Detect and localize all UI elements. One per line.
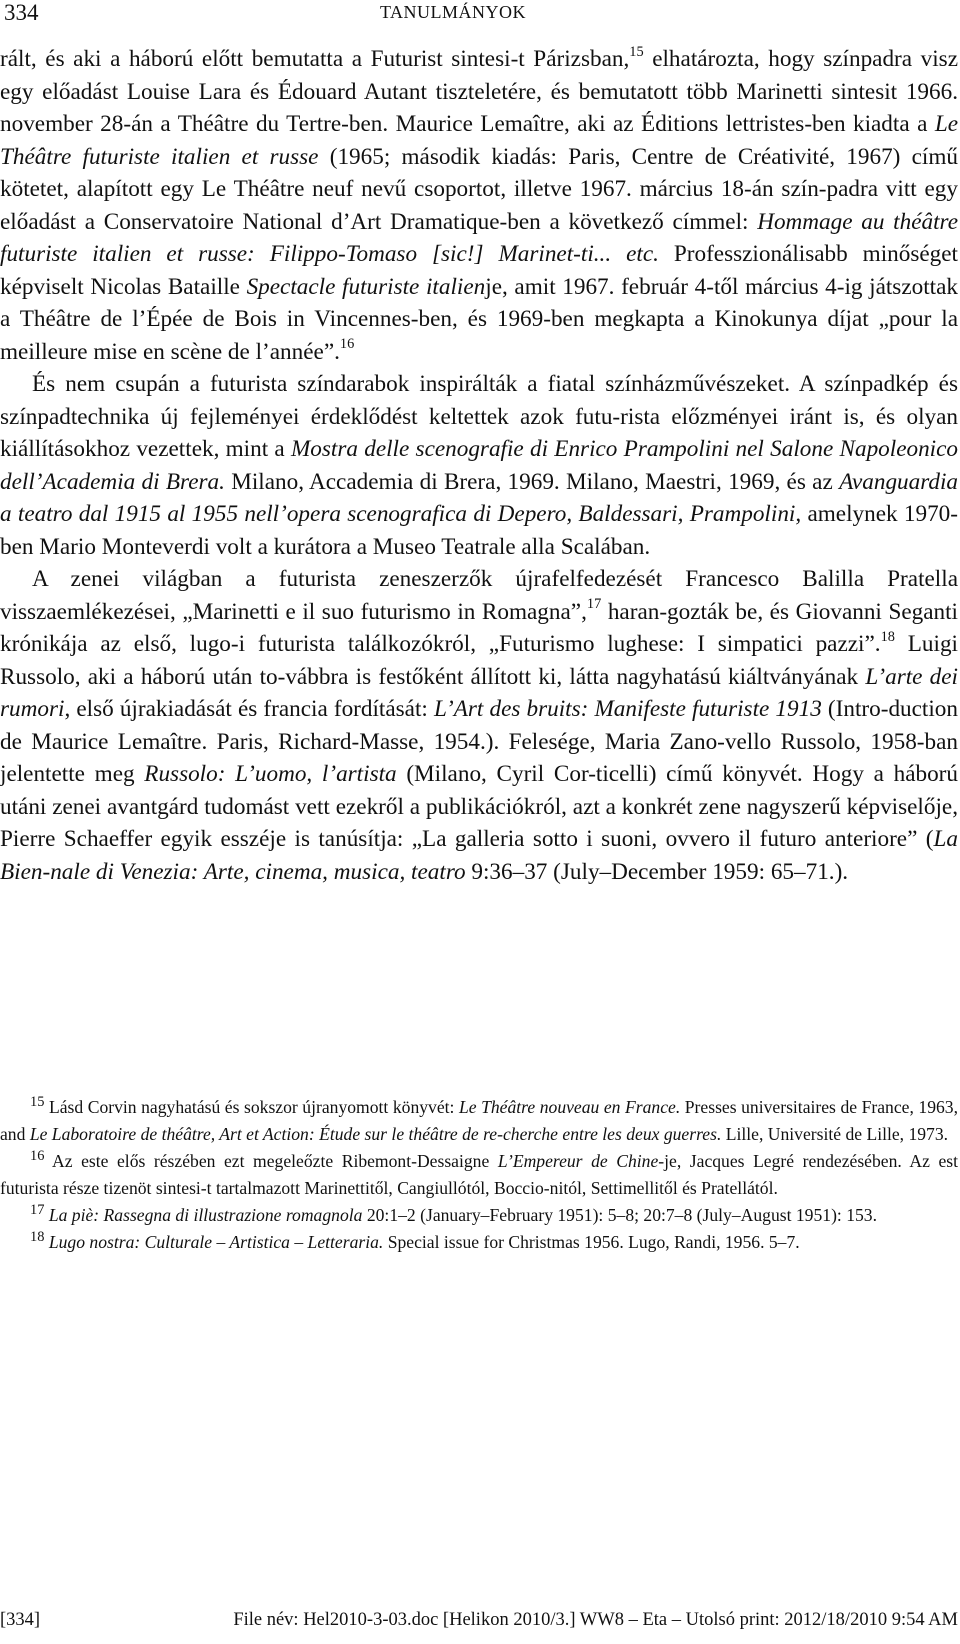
text-run: 9:36–37 (July–December 1959: 65–71.). — [465, 858, 849, 885]
body-text — [0, 43, 958, 888]
text-run: , első újrakiadását és francia fordítását: — [64, 696, 434, 722]
page-footer — [0, 1610, 960, 1638]
italic-title: Hommage au théâtre futuriste italien et russe: Filippo-Tomaso [sic!] Marinet-ti... etc. — [0, 208, 958, 267]
text-run: Az este elős részében ezt megeleőzte Ribemont-Dessaigne — [44, 1151, 498, 1171]
italic-title: La Bien-nale di Venezia: Arte, cinema, musica, teatro — [0, 826, 958, 885]
footnote-ref: 18 — [880, 628, 895, 645]
text-run: Lásd Corvin nagyhatású és sokszor újranyomott könyvét: — [44, 1097, 459, 1117]
footer-page-ref: [334] — [0, 1610, 41, 1630]
footnote-ref: 15 — [629, 43, 644, 60]
text-run: Lille, Université de Lille, 1973. — [721, 1124, 949, 1144]
italic-title: L’arte dei rumori — [0, 663, 959, 722]
running-head: TANULMÁNYOK — [380, 2, 527, 22]
text-run: Special issue for Christmas 1956. Lugo, Randi, 1956. 5–7. — [383, 1232, 800, 1252]
italic-title: Avanguardia a teatro dal 1915 al 1955 nell’opera scenografica di Depero, Baldessari, Prampolini, — [0, 468, 959, 527]
italic-title: Le Laboratoire de théâtre, Art et Action: Étude sur le théâtre de re-cherche entre les deux guerres. — [29, 1124, 722, 1144]
footnote-number: 15 — [30, 1094, 45, 1111]
italic-title: Russolo: L’uomo, l’artista — [144, 761, 397, 787]
paragraph-2 — [0, 368, 958, 563]
italic-title: Spectacle futuriste italien — [246, 273, 486, 300]
italic-title: Le Théâtre nouveau en France. — [458, 1097, 681, 1117]
page-number: 334 — [4, 0, 39, 25]
italic-title: L’Art des bruits: Manifeste futuriste 1913 — [433, 696, 822, 722]
italic-title: L’Empereur de Chine — [497, 1151, 659, 1171]
italic-title: Lugo nostra: Culturale – Artistica – Letteraria. — [48, 1232, 384, 1252]
text-run: Milano, Accademia di Brera, 1969. Milano, Maestri, 1969, és az — [224, 468, 840, 495]
footnote-number: 16 — [30, 1148, 45, 1165]
footnote-ref: 17 — [586, 596, 602, 613]
text-run: (1965; második kiadás: Paris, Centre de Créativité, 1967) című kötetet, alapított egy Le Théâtre neuf nevű csoportot, illetve 1967. március 18-án szín-padra vitt egy előadást a Conservatoire National d’Art Dramatique-ben a következő címmel: — [0, 143, 958, 235]
footnotes — [0, 1094, 958, 1256]
text-run: haran-gozták be, és Giovanni Seganti krónikája az első, lugo-i futurista találkozókról, „Futurismo lughese: I simpatici pazzi”. — [0, 598, 958, 657]
text-run: És nem csupán a futurista színdarabok inspirálták a fiatal színházművészeket. A színpadkép és színpadtechnika új fejleményei érdeklődést keltettek azok futu-rista előzményei iránt is, és olyan kiállításokhoz vezettek, mint a — [0, 371, 958, 462]
italic-title: La piè: Rassegna di illustrazione romagnola — [48, 1205, 363, 1225]
italic-title: Mostra delle scenografie di Enrico Prampolini nel Salone Napoleonico dell’Academia di Brera. — [0, 436, 959, 495]
footnote-18 — [0, 1229, 958, 1256]
italic-title: Le Théâtre futuriste italien et russe — [0, 111, 958, 170]
text-run: elhatározta, hogy színpadra visz egy előadást Louise Lara és Édouard Autant tiszteletére, és bemutatott több Marinetti sintesit 1966. november 28-án a Théâtre du Tertre-ben. Maurice Lemaître, aki az Éditions lettristes-ben kiadta a — [0, 46, 958, 137]
text-run: je, amit 1967. február 4-től március 4-ig játszottak a Théâtre de l’Épée de Bois in Vincennes-ben, és 1969-ben megkapta a Kinokunya díjat „pour la meilleure mise en scène de l’année”. — [0, 273, 958, 365]
text-run: amelynek 1970-ben Mario Monteverdi volt a kurátora a Museo Teatrale alla Scalában. — [0, 501, 958, 560]
text-run: (Intro-duction de Maurice Lemaître. Paris, Richard-Masse, 1954.). Felesége, Maria Zano-vello Russolo, 1958-ban jelentette meg — [0, 696, 958, 787]
footnote-number: 17 — [30, 1202, 45, 1219]
footnote-15 — [0, 1094, 958, 1148]
text-run: rált, és aki a háború előtt bemutatta a Futurist sintesi-t Párizsban, — [0, 46, 630, 72]
paragraph-1 — [0, 43, 958, 368]
footnote-17 — [0, 1202, 958, 1229]
text-run: Presses universitaires de France, 1963, and — [0, 1097, 958, 1144]
text-run: (Milano, Cyril Cor-ticelli) című könyvét. Hogy a háború utáni zenei avantgárd tudomást vett ezekről a publikációkról, azt a konkrét zene nagyszerű képviselője, Pierre Schaeffer egyik esszéje is tanúsítja: „La galleria sotto i suoni, ovvero il futuro anteriore” ( — [0, 761, 958, 852]
text-run: A zenei világban a futurista zeneszerzők újrafelfedezését Francesco Balilla Pratella visszaemlékezései, „Marinetti e il suo futurismo in Romagna”, — [0, 566, 958, 625]
text-run: -je, Jacques Legré rendezésében. Az est futurista része tizenöt sintesi-t tartalmazott Marinettitől, Cangiullótól, Boccio-nitól, Settimellitől és Pratellától. — [0, 1151, 958, 1198]
footnote-number: 18 — [30, 1229, 45, 1246]
paragraph-3 — [0, 563, 958, 888]
footer-file-info: File név: Hel2010-3-03.doc [Helikon 2010/3.] WW8 – Eta – Utolsó print: 2012/18/2010 9:54 AM — [233, 1610, 958, 1630]
text-run: Professzionálisabb minőséget képviselt Nicolas Bataille — [0, 241, 958, 300]
text-run: 20:1–2 (January–February 1951): 5–8; 20:7–8 (July–August 1951): 153. — [362, 1205, 878, 1225]
text-run: Luigi Russolo, aki a háború után to-vábbra is festőként állított ki, látta nagyhatású kiáltványának — [0, 631, 958, 690]
footnote-16 — [0, 1148, 958, 1202]
page-header — [0, 0, 960, 40]
footnote-ref: 16 — [339, 336, 355, 353]
